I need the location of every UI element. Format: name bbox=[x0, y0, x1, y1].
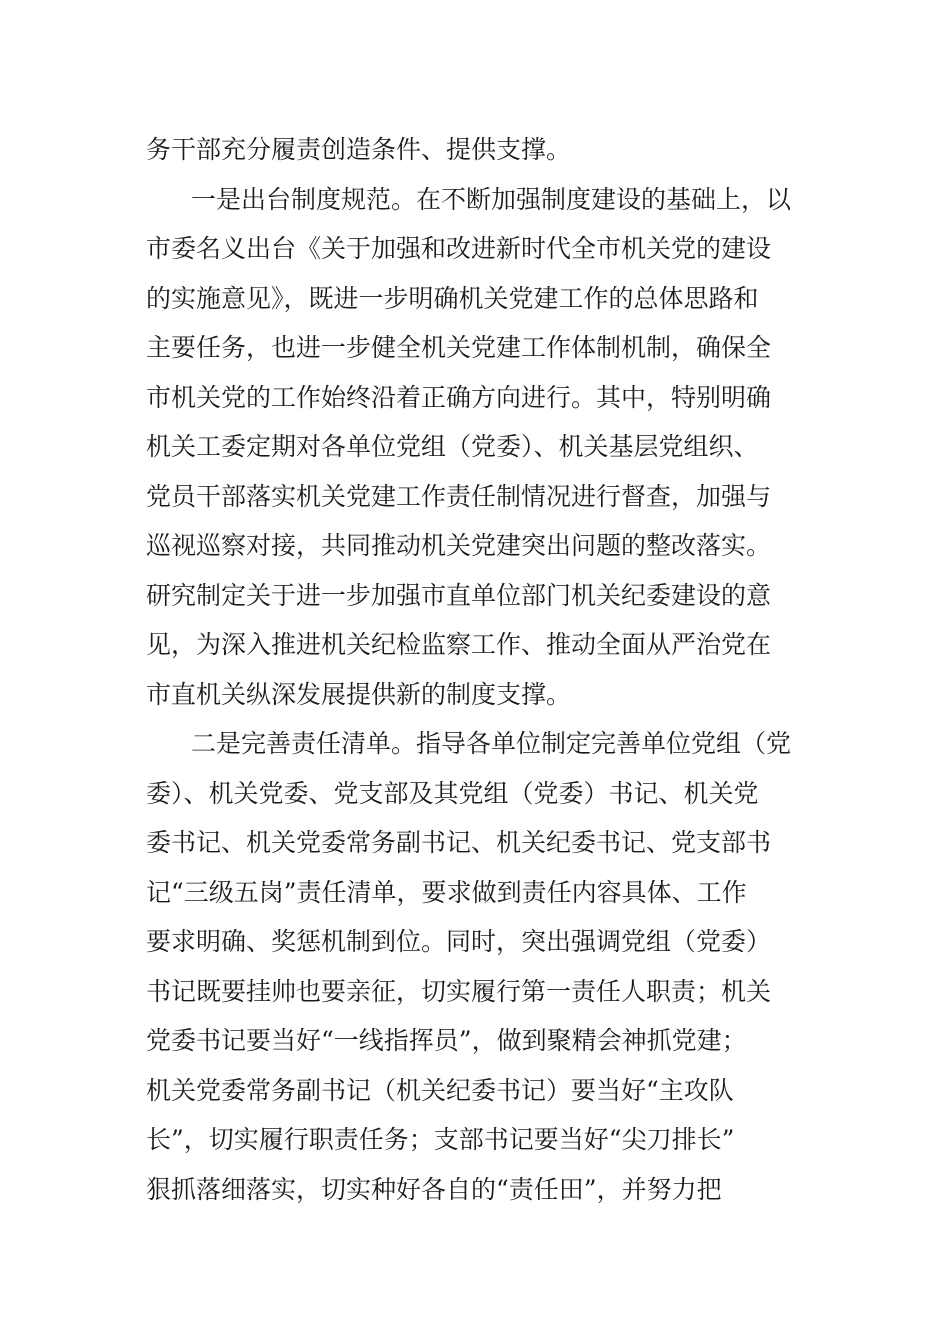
text-line: 市直机关纵深发展提供新的制度支撑。 bbox=[146, 679, 572, 709]
text-line: 巡视巡察对接，共同推动机关党建突出问题的整改落实。 bbox=[146, 531, 772, 560]
text-line: 市机关党的工作始终沿着正确方向进行。其中，特别明确 bbox=[146, 382, 772, 412]
text-line: 要求明确、奖惩机制到位。同时，突出强调党组（党委） bbox=[146, 927, 772, 956]
text-line: 市委名义出台《关于加强和改进新时代全市机关党的建设 bbox=[146, 234, 772, 263]
text-line: 长”，切实履行职责任务；支部书记要当好“尖刀排长” bbox=[146, 1125, 735, 1154]
text-line: 狠抓落细落实，切实种好各自的“责任田”，并努力把 bbox=[146, 1174, 722, 1204]
text-line: 委书记、机关党委常务副书记、机关纪委书记、党支部书 bbox=[146, 828, 772, 857]
paragraph-start-line: 一是出台制度规范。在不断加强制度建设的基础上，以 bbox=[191, 184, 792, 214]
text-line: 研究制定关于进一步加强市直单位部门机关纪委建设的意 bbox=[146, 580, 772, 610]
text-line: 记“三级五岗”责任清单，要求做到责任内容具体、工作 bbox=[146, 877, 747, 907]
text-line: 机关党委常务副书记（机关纪委书记）要当好“主攻队 bbox=[146, 1075, 734, 1105]
text-line: 党员干部落实机关党建工作责任制情况进行督查，加强与 bbox=[146, 481, 772, 511]
text-line: 党委书记要当好“一线指挥员”，做到聚精会神抓党建； bbox=[146, 1026, 747, 1055]
paragraph-start-line: 二是完善责任清单。指导各单位制定完善单位党组（党 bbox=[191, 729, 792, 758]
text-line: 委）、机关党委、党支部及其党组（党委）书记、机关党 bbox=[146, 778, 759, 808]
text-line: 机关工委定期对各单位党组（党委）、机关基层党组织、 bbox=[146, 432, 759, 461]
text-line: 主要任务，也进一步健全机关党建工作体制机制，确保全 bbox=[146, 333, 772, 362]
text-line: 务干部充分履责创造条件、提供支撑。 bbox=[146, 135, 572, 164]
text-line: 书记既要挂帅也要亲征，切实履行第一责任人职责；机关 bbox=[146, 976, 772, 1006]
document-body bbox=[146, 125, 816, 1214]
text-line: 见，为深入推进机关纪检监察工作、推动全面从严治党在 bbox=[146, 630, 772, 659]
text-line: 的实施意见》，既进一步明确机关党建工作的总体思路和 bbox=[146, 283, 759, 313]
